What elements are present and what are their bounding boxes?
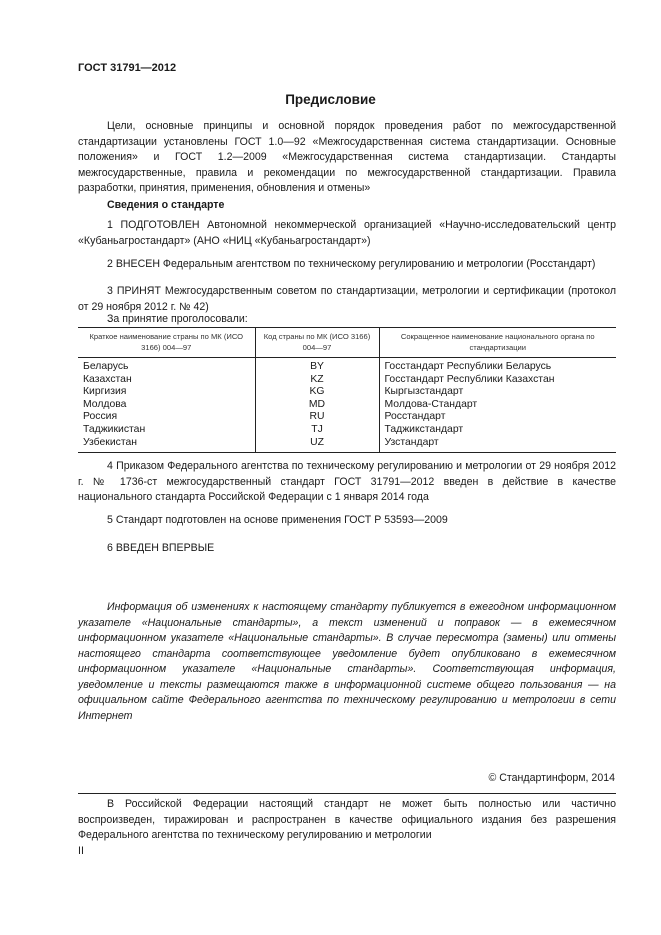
item-6-introduced: 6 ВВЕДЕН ВПЕРВЫЕ bbox=[107, 542, 215, 554]
item-4-order: 4 Приказом Федерального агентства по техническому регулированию и метрологии от 29 ноября 2012 г. № 1736-ст межгосударственный стандарт ГОСТ 31791—2012 введен в действие в качестве национального стандарта Российской Федерации с 1 января 2014 года bbox=[78, 460, 616, 503]
table-row bbox=[78, 424, 616, 437]
reproduction-legal-notice: В Российской Федерации настоящий стандарт не может быть полностью или частично воспроизведен, тиражирован и распространен в качестве официального издания без разрешения Федерального агентства по техническому регулированию и метрологии bbox=[78, 798, 616, 841]
country-code: TJ bbox=[255, 424, 379, 437]
country-code: RU bbox=[255, 411, 379, 424]
country-name: Беларусь bbox=[83, 361, 129, 372]
country-name: Киргизия bbox=[83, 386, 127, 398]
item-5-basis: 5 Стандарт подготовлен на основе применения ГОСТ Р 53593—2009 bbox=[107, 514, 448, 526]
amendments-info-notice: Информация об изменениях к настоящему стандарту публикуется в ежегодном информационном указателе «Национальные стандарты», а текст изменений и поправок — в ежемесячном информационном указателе «Национальные стандарты». В случае пересмотра (замены) или отмены настоящего стандарта соответствующее уведомление будет опубликовано в ежемесячном информационном указателе «Национальные стандарты». Соответствующая информация, уведомление и тексты размещаются также в информационной системе общего пользования — на официальном сайте Федерального агентства по техническому регулированию и метрологии в сети Интернет bbox=[78, 601, 616, 722]
table-row bbox=[78, 437, 616, 453]
page-title: Предисловие bbox=[285, 92, 376, 107]
standards-body: Госстандарт Республики Казахстан bbox=[379, 374, 616, 387]
item-2-submitted: 2 ВНЕСЕН Федеральным агентством по техническому регулированию и метрологии (Росстандарт) bbox=[107, 258, 596, 270]
country-code: KZ bbox=[255, 374, 379, 387]
vote-label: За принятие проголосовали: bbox=[107, 313, 248, 325]
voting-countries-table bbox=[78, 327, 616, 453]
standards-body: Госстандарт Республики Беларусь bbox=[379, 358, 616, 374]
section-heading: Сведения о стандарте bbox=[107, 199, 225, 211]
table-row bbox=[78, 358, 616, 374]
standards-body: Молдова-Стандарт bbox=[379, 399, 616, 412]
table-header-row bbox=[78, 328, 616, 358]
country-name: Узбекистан bbox=[78, 437, 255, 453]
document-code-header: ГОСТ 31791—2012 bbox=[78, 62, 177, 74]
standards-body: Кыргызстандарт bbox=[379, 386, 616, 399]
intro-paragraph: Цели, основные принципы и основной порядок проведения работ по межгосударственной стандартизации установлены ГОСТ 1.0—92 «Межгосударственная система стандартизации. Основные положения» и ГОСТ 1.2—2009 «Межгосударственная система стандартизации. Стандарты межгосударственные, правила и рекомендации по межгосударственной стандартизации. Правила разработки, принятия, применения, обновления и отмены» bbox=[78, 120, 616, 194]
table-row bbox=[78, 399, 616, 412]
copyright-notice: © Стандартинформ, 2014 bbox=[488, 772, 615, 784]
header-country-code: Код страны по МК (ИСО 3166) 004—97 bbox=[255, 328, 379, 358]
standards-body: Таджикстандарт bbox=[379, 424, 616, 437]
table-row bbox=[78, 374, 616, 387]
country-code: UZ bbox=[255, 437, 379, 453]
table-row bbox=[78, 411, 616, 424]
divider bbox=[78, 793, 616, 794]
country-name: Россия bbox=[83, 411, 118, 423]
item-1-prepared: 1 ПОДГОТОВЛЕН Автономной некоммерческой организацией «Научно-исследовательский центр «Кубаньагростандарт» (АНО «НИЦ «Кубаньагростандарт») bbox=[78, 219, 616, 247]
item-3-adopted: 3 ПРИНЯТ Межгосударственным советом по стандартизации, метрологии и сертификации (протокол от 29 ноября 2012 г. № 42) bbox=[78, 285, 616, 313]
country-code: BY bbox=[255, 358, 379, 374]
country-name: Таджикистан bbox=[83, 423, 146, 435]
country-code: MD bbox=[255, 399, 379, 412]
country-code: KG bbox=[255, 386, 379, 399]
country-name: Казахстан bbox=[83, 373, 132, 385]
table-row bbox=[78, 386, 616, 399]
header-country-name: Краткое наименование страны по МК (ИСО 3166) 004—97 bbox=[78, 328, 255, 358]
standards-body: Росстандарт bbox=[379, 411, 616, 424]
page-number: II bbox=[78, 845, 84, 857]
header-standards-body: Сокращенное наименование национального органа по стандартизации bbox=[379, 328, 616, 358]
country-name: Молдова bbox=[83, 398, 127, 410]
standards-body: Узстандарт bbox=[379, 437, 616, 453]
